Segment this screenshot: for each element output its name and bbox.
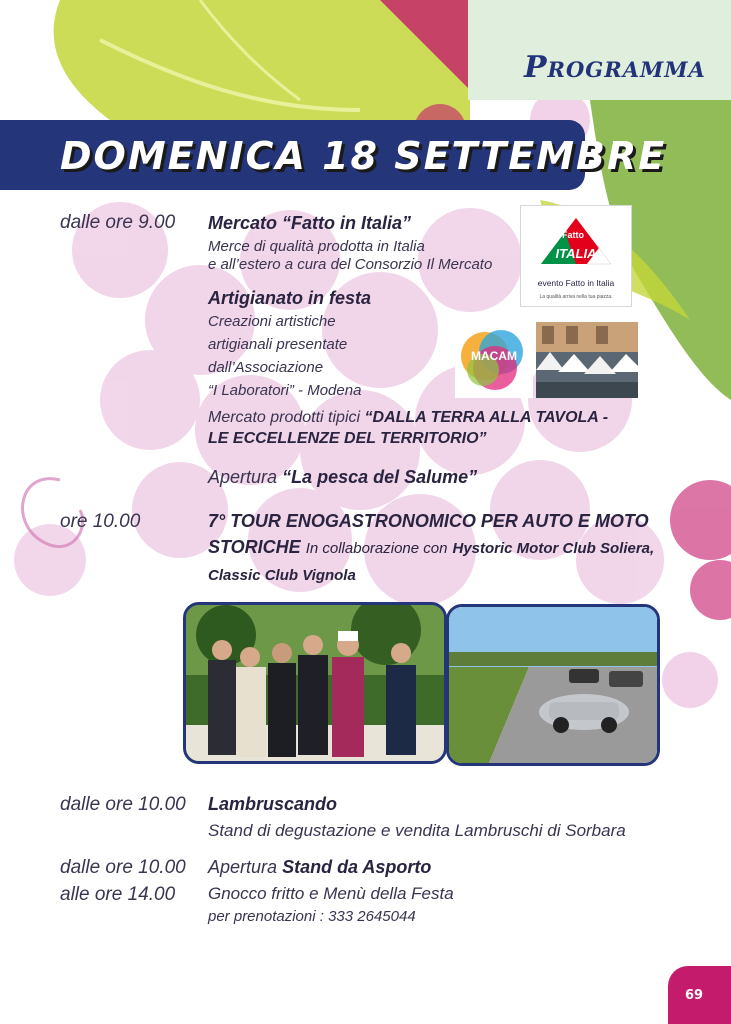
macam-logo bbox=[455, 322, 533, 398]
event-description: artigianali presentate bbox=[208, 336, 348, 353]
event-highlight: Stand da Asporto bbox=[282, 857, 432, 877]
event-prefix: Mercato prodotti tipici bbox=[208, 409, 361, 426]
event-description: “I Laboratori” - Modena bbox=[208, 382, 362, 399]
grape bbox=[100, 350, 200, 450]
event-highlight: LE ECCELLENZE DEL TERRITORIO” bbox=[208, 430, 487, 447]
page-number-badge bbox=[668, 966, 731, 1024]
event-title: Artigianato in festa bbox=[208, 288, 372, 308]
event-description bbox=[208, 467, 477, 488]
logo-caption: evento Fatto in Italia bbox=[537, 278, 615, 288]
logo-tagline: La qualità arriva nella tua piazza. bbox=[539, 294, 613, 300]
event-description: Gnocco fritto e Menù della Festa bbox=[208, 884, 454, 903]
event-description: Creazioni artistiche bbox=[208, 313, 336, 330]
logo-word: Fatto bbox=[562, 230, 584, 240]
event-title: 7° TOUR ENOGASTRONOMICO PER AUTO E MOTO bbox=[208, 511, 649, 531]
logo-word: MACAM bbox=[471, 349, 517, 363]
section-title: Programma bbox=[524, 50, 706, 85]
fatto-in-italia-logo bbox=[520, 205, 632, 307]
event-highlight: “DALLA TERRA ALLA TAVOLA - bbox=[364, 409, 609, 426]
event-description bbox=[208, 409, 608, 427]
event-description: Stand di degustazione e vendita Lambruschi di Sorbara bbox=[208, 821, 626, 840]
event-prefix: Apertura bbox=[208, 467, 278, 487]
time-label: dalle ore 9.00 bbox=[60, 212, 176, 233]
event-title: Lambruscando bbox=[208, 794, 338, 814]
event-description: dall’Associazione bbox=[208, 359, 324, 376]
time-label: alle ore 14.00 bbox=[60, 884, 176, 905]
event-description: e all’estero a cura del Consorzio Il Mercato bbox=[208, 256, 493, 273]
macam-logo-graphic bbox=[455, 322, 533, 398]
event-prefix: Apertura bbox=[208, 857, 278, 877]
grape bbox=[14, 524, 86, 596]
phone-info: per prenotazioni : 333 2645044 bbox=[208, 908, 416, 925]
grape bbox=[690, 560, 731, 620]
grape bbox=[662, 652, 718, 708]
time-label: ore 10.00 bbox=[60, 511, 141, 532]
group-photo bbox=[183, 602, 447, 764]
event-description: Merce di qualità prodotta in Italia bbox=[208, 238, 425, 255]
event-highlight: “La pesca del Salume” bbox=[282, 467, 478, 487]
event-title-part: STORICHE bbox=[208, 537, 301, 557]
fatto-in-italia-logo-graphic bbox=[521, 206, 631, 306]
classic-cars-photo bbox=[446, 604, 660, 766]
logo-word: ITALIA bbox=[555, 246, 597, 261]
grape bbox=[670, 480, 731, 560]
event-collab-text: In collaborazione con bbox=[305, 540, 448, 557]
page-number: 69 bbox=[685, 988, 704, 1003]
event-club: Classic Club Vignola bbox=[208, 567, 356, 584]
event-title bbox=[208, 537, 654, 558]
market-stalls-photo bbox=[536, 322, 638, 398]
time-label: dalle ore 10.00 bbox=[60, 857, 186, 878]
time-label: dalle ore 10.00 bbox=[60, 794, 186, 815]
event-club: Hystoric Motor Club Soliera, bbox=[452, 540, 655, 557]
event-title: Mercato “Fatto in Italia” bbox=[208, 213, 412, 233]
event-title bbox=[208, 857, 431, 878]
day-title: DOMENICA 18 SETTEMBRE bbox=[60, 134, 667, 178]
